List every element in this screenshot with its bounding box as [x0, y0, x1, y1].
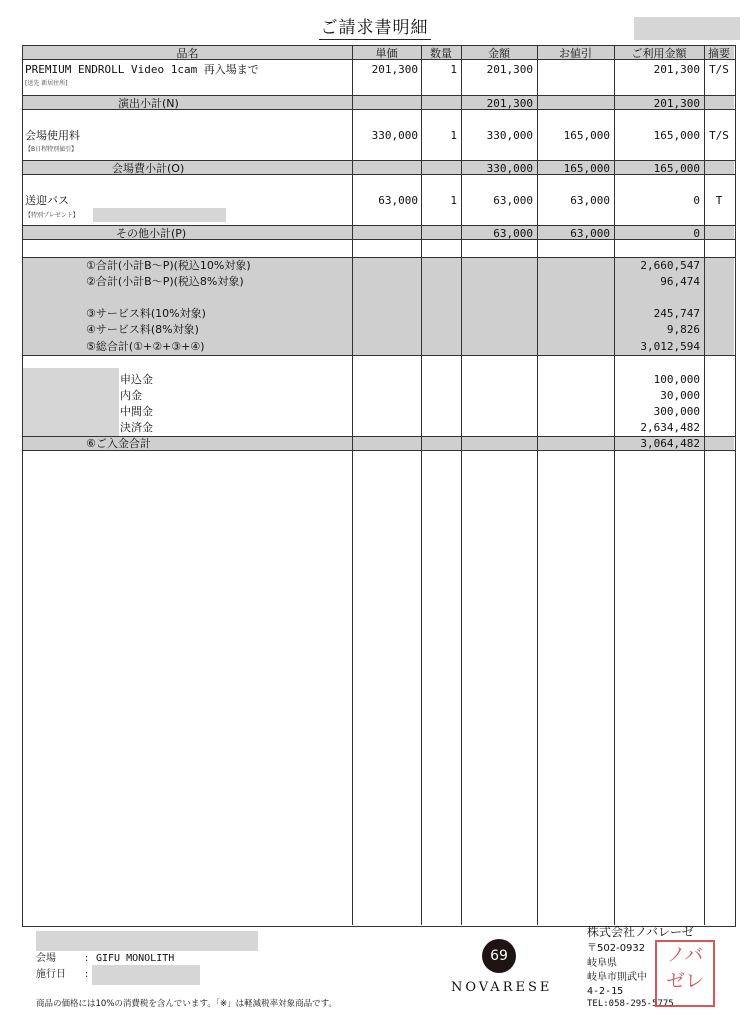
- company-tel: TEL:058-295-5775: [587, 999, 674, 1009]
- subtotal-label: その他小計(P): [116, 227, 187, 240]
- header-qty: 数量: [430, 47, 452, 60]
- col-divider: [704, 45, 705, 925]
- total-label: ③サービス料(10%対象): [86, 307, 206, 320]
- payment-label: 決済金: [120, 421, 153, 434]
- item-remarks: T/S: [709, 63, 729, 76]
- item-remarks: T: [715, 194, 723, 207]
- payment-total-label: ⑥ご入金合計: [86, 437, 151, 450]
- tax-note: 商品の価格には10%の消費税を含んでいます。「※」は軽減税率対象商品です。: [36, 999, 337, 1009]
- header-unit-price: 単価: [375, 47, 398, 60]
- subtotal-label: 演出小計(N): [118, 97, 179, 110]
- payment-value: 300,000: [653, 405, 700, 418]
- invoice-table: [22, 45, 736, 927]
- col-divider: [537, 45, 538, 925]
- row-divider: [22, 95, 735, 96]
- col-divider: [421, 45, 422, 925]
- item-note: 【特別プレゼント】: [25, 212, 79, 219]
- date-sep: :: [85, 969, 89, 980]
- total-value: 9,826: [666, 323, 700, 336]
- redacted-box: [92, 965, 200, 985]
- venue-label: 会場: [36, 953, 56, 964]
- brand-name: NOVARESE: [451, 980, 553, 995]
- venue-value: GIFU MONOLITH: [96, 953, 175, 964]
- item-name: PREMIUM ENDROLL Video 1cam 再入場まで: [25, 63, 259, 76]
- subtotal-usage: 165,000: [653, 162, 700, 175]
- redacted-box: [36, 931, 258, 951]
- venue-sep: :: [85, 953, 89, 964]
- subtotal-usage: 0: [693, 227, 700, 240]
- company-seal-stamp: ノバ ゼレ: [655, 940, 715, 1007]
- grand-total-label: ⑤総合計(①+②+③+④): [86, 340, 205, 353]
- payment-label: 申込金: [120, 373, 153, 386]
- payment-label: 中間金: [120, 405, 153, 418]
- page-title: ご請求書明細: [320, 18, 429, 38]
- total-label: ②合計(小計B～P)(税込8%対象): [86, 275, 244, 288]
- row-divider: [22, 450, 735, 451]
- row-divider: [22, 257, 735, 258]
- item-remarks: T/S: [709, 129, 729, 142]
- item-unit-price: 63,000: [378, 194, 418, 207]
- redacted-box: [23, 368, 119, 436]
- item-usage: 201,300: [653, 63, 700, 76]
- subtotal-discount: 165,000: [563, 162, 610, 175]
- item-amount: 63,000: [493, 194, 533, 207]
- row-divider: [22, 160, 735, 161]
- redacted-box: [93, 208, 226, 222]
- item-qty: 1: [450, 129, 457, 142]
- header-amount: 金額: [488, 47, 510, 60]
- item-qty: 1: [450, 63, 457, 76]
- payment-total-value: 3,064,482: [640, 437, 700, 450]
- company-address-1: 岐阜県: [587, 958, 617, 969]
- company-address-2: 岐阜市則武中: [587, 972, 647, 983]
- item-name: 会場使用料: [25, 129, 80, 142]
- brand-logo-icon: 69: [482, 939, 516, 973]
- total-value: 245,747: [653, 307, 700, 320]
- total-label: ①合計(小計B～P)(税込10%対象): [86, 259, 251, 272]
- subtotal-label: 会場費小計(O): [112, 162, 185, 175]
- header-remarks: 摘要: [708, 47, 730, 60]
- subtotal-usage: 201,300: [653, 97, 700, 110]
- col-divider: [614, 45, 615, 925]
- header-name: 品名: [176, 47, 199, 60]
- subtotal-amount: 63,000: [493, 227, 533, 240]
- redacted-box: [634, 17, 740, 40]
- total-label: ④サービス料(8%対象): [86, 323, 199, 336]
- item-usage: 165,000: [653, 129, 700, 142]
- payment-value: 100,000: [653, 373, 700, 386]
- total-value: 2,660,547: [640, 259, 700, 272]
- company-postal: 〒502-0932: [587, 943, 646, 954]
- payment-value: 2,634,482: [640, 421, 700, 434]
- row-divider: [22, 355, 735, 356]
- item-discount: 165,000: [563, 129, 610, 142]
- total-value: 96,474: [660, 275, 700, 288]
- item-discount: 63,000: [570, 194, 610, 207]
- subtotal-amount: 201,300: [486, 97, 533, 110]
- item-unit-price: 330,000: [371, 129, 418, 142]
- item-amount: 330,000: [486, 129, 533, 142]
- item-note: 【B日程特別値引】: [25, 146, 78, 153]
- item-usage: 0: [693, 194, 700, 207]
- col-divider: [461, 45, 462, 925]
- company-name: 株式会社ノバレーゼ: [587, 925, 694, 939]
- company-address-3: 4-2-15: [587, 986, 624, 997]
- col-divider: [352, 45, 353, 925]
- row-divider: [22, 225, 735, 226]
- subtotal-discount: 63,000: [570, 227, 610, 240]
- item-qty: 1: [450, 194, 457, 207]
- payment-label: 内金: [120, 389, 142, 402]
- date-label: 施行日: [36, 969, 66, 980]
- header-usage: ご利用金額: [631, 47, 687, 60]
- payment-value: 30,000: [660, 389, 700, 402]
- item-amount: 201,300: [486, 63, 533, 76]
- header-discount: お値引: [559, 47, 592, 60]
- item-unit-price: 201,300: [371, 63, 418, 76]
- item-note: [送先 新居住所]: [25, 80, 68, 87]
- subtotal-amount: 330,000: [486, 162, 533, 175]
- grand-total-value: 3,012,594: [640, 340, 700, 353]
- item-name: 送迎バス: [25, 194, 69, 207]
